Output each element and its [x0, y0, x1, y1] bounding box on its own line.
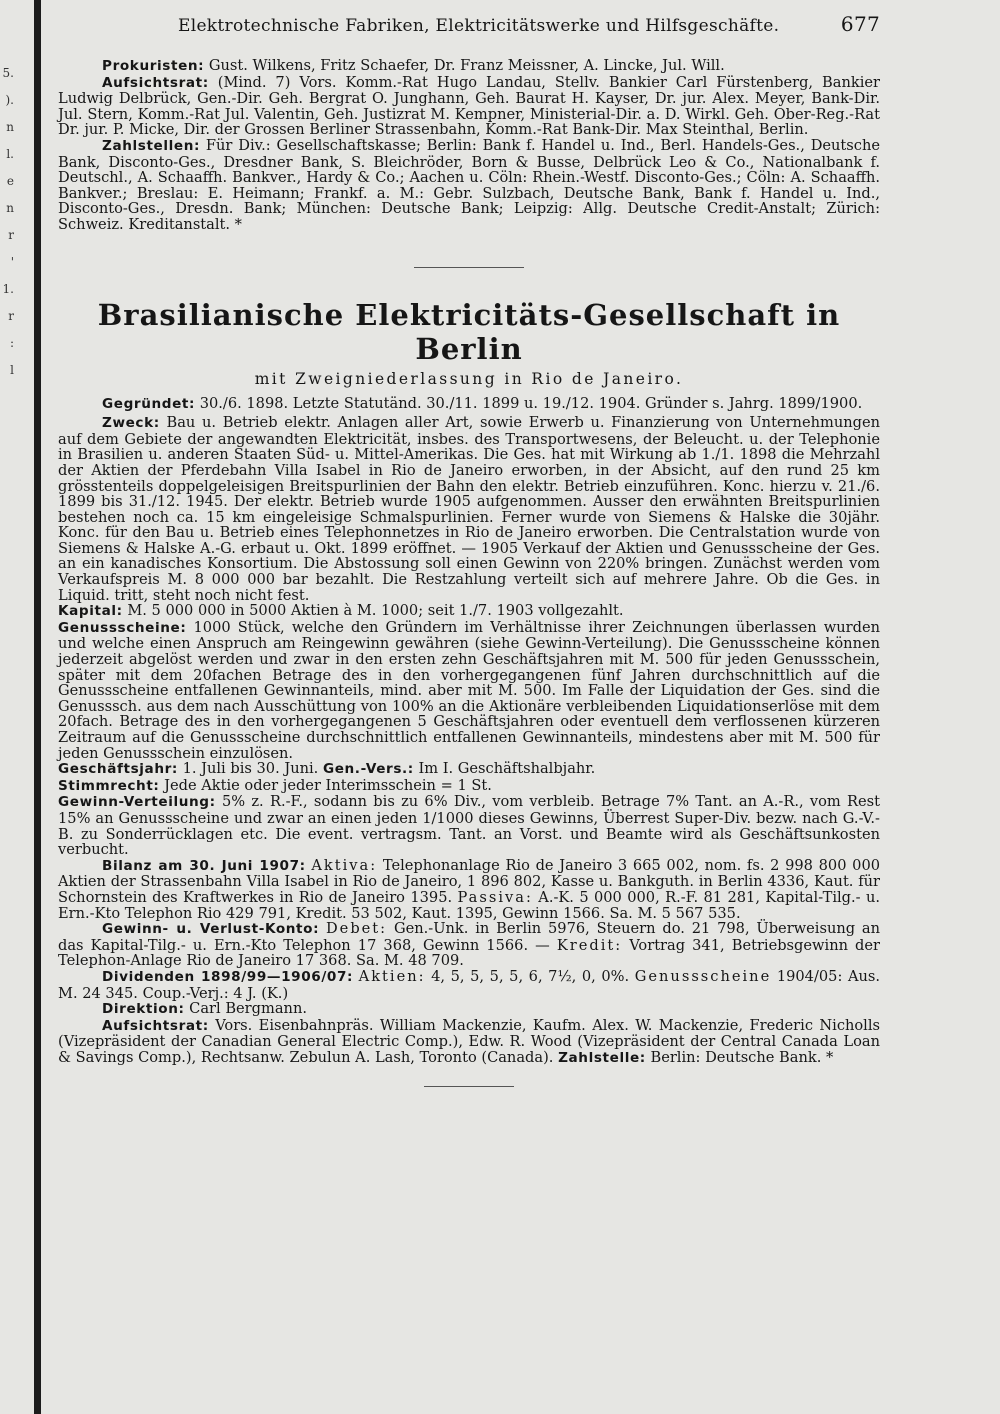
company-aufsichtsrat-paragraph: [58, 1018, 880, 1067]
gegruendet-paragraph: [58, 396, 880, 413]
gewinnverteilung-text: 5% z. R.-F., sodann bis zu 6% Div., vom verbleib. Betrage 7% Tant. an A.-R., vom Rest 15% an Genussscheine und zwar an einen jeden 1/1000 dieses Gewinns, Überrest Super-Div. bezw. nach G.-V.-B. zu Sonderrücklagen etc. Die event. vertragsm. Tant. an Vorst. und Beamte wird als Geschäftsunkosten verbucht.: [58, 793, 881, 859]
prokuristen-text: Gust. Wilkens, Fritz Schaefer, Dr. Franz Meissner, A. Lincke, Jul. Will.: [208, 57, 725, 74]
guv-kredit-text: Vortrag 341, Betriebsgewinn der Telephon-Anlage Rio de Janeiro 17 368. Sa. M. 48 709.: [58, 936, 881, 970]
bilanz-passiva-text: A.-K. 5 000 000, R.-F. 81 281, Kapital-Tilg.- u. Ern.-Kto Telephon Rio 429 791, Kredit. 53 502, Kaut. 1395, Gewinn 1566. Sa. M. 5 567 535.: [58, 888, 880, 922]
end-divider: [424, 1086, 514, 1087]
bilanz-aktiva-label: Aktiva:: [311, 856, 378, 874]
dividenden-paragraph: [58, 969, 880, 1001]
guv-kredit-label: Kredit:: [556, 936, 623, 954]
geschaeftsjahr-text: 1. Juli bis 30. Juni.: [182, 760, 319, 778]
direktion-text: Carl Bergmann.: [189, 1000, 307, 1018]
guv-debet-text: Gen.-Unk. in Berlin 5976, Steuern do. 21 798, Überweisung an das Kapital-Tilg.- u. Ern.-Kto Telephon 17 368, Gewinn 1566. —: [58, 920, 881, 954]
zahlstelle-label: Zahlstelle:: [558, 1049, 646, 1066]
margin-fragment: 1.: [2, 282, 14, 296]
bilanz-aktiva-text: Telephonanlage Rio de Janeiro 3 665 002, nom. fs. 2 998 800 000 Aktien der Strassenbahn Villa Isabel in Rio de Janeiro, 1 896 802, Kasse u. Bankguth. in Berlin 4336, Kaut. für Schornstein des Kraftwerkes in Rio de Janeiro 1395.: [58, 856, 881, 906]
dividenden-label: Dividenden 1898/99—1906/07:: [102, 968, 354, 985]
stimmrecht-text: Jede Aktie oder jeder Interimsschein = 1 St.: [164, 776, 492, 794]
genussscheine-text: 1000 Stück, welche den Gründern im Verhältnisse ihrer Zeichnungen überlassen wurden und welche einen Anspruch am Reingewinn gewähren (siehe Gewinn-Verteilung). Die Genussscheine können jederzeit abgelöst werden und zwar in den ersten zehn Geschäftsjahren mit M. 500 für jeden Genussschein, später mit dem 20fachen Betrage des in den vorhergegangenen fünf Jahren durchschnittlich auf die Genussscheine entfallenen Gewinnanteils, mind. aber mit M. 500. Im Falle der Liquidation der Ges. sind die Genusssch. aus dem nach Ausschüttung von 100% an die Aktionäre verbleibenden Liquidationserlöse mit dem 20fach. Betrage des in den vorhergegangenen 5 Geschäftsjahren oder eventuell dem verflossenen kürzeren Zeitraum auf die Genussscheine durchschnittlich entfallenen Gewinnanteils, mindestens aber mit M. 500 für jeden Genussschein einzulösen.: [58, 618, 880, 762]
aufsichtsrat-text: (Mind. 7) Vors. Komm.-Rat Hugo Landau, Stellv. Bankier Carl Fürstenberg, Bankier Ludwig Delbrück, Gen.-Dir. Geh. Bergrat O. Junghann, Geh. Baurat H. Kayser, Dr. jur. Alex. Meyer, Bank-Dir. Jul. Stern, Komm.-Rat Jul. Valentin, Geh. Justizrat M. Kempner, Ministerial-Dir. a. D. Wirkl. Geh. Ober-Reg.-Rat Dr. jur. P. Micke, Dir. der Grossen Berliner Strassenbahn, Komm.-Rat Bank-Dir. Max Steinthal, Berlin.: [58, 73, 880, 139]
document-page: [58, 12, 880, 1404]
margin-fragment: n: [6, 201, 14, 215]
dividenden-genuss-text: 1904/05: Aus. M. 24 345. Coup.-Verj.: 4 J. (K.): [58, 967, 881, 1002]
gewinnverteilung-label: Gewinn-Verteilung:: [58, 794, 216, 811]
running-head-title: Elektrotechnische Fabriken, Elektricitätswerke und Hilfsgeschäfte.: [178, 16, 780, 36]
genussscheine-label: Genussscheine:: [58, 619, 187, 636]
bilanz-passiva-label: Passiva:: [457, 888, 533, 906]
margin-fragment: n: [6, 120, 14, 134]
bilanz-label: Bilanz am 30. Juni 1907:: [102, 857, 306, 874]
previous-entry: [58, 58, 880, 233]
left-margin-fragments: [0, 60, 14, 384]
running-head: [178, 12, 880, 36]
guv-paragraph: [58, 921, 880, 969]
margin-fragment: :: [9, 336, 14, 350]
stimmrecht-paragraph: [58, 778, 880, 795]
direktion-paragraph: [58, 1001, 880, 1018]
bilanz-paragraph: [58, 858, 880, 921]
margin-fragment: r: [8, 309, 14, 323]
company-aufsichtsrat-text: Vors. Eisenbahnpräs. William Mackenzie, Kaufm. Alex. W. Mackenzie, Frederic Nicholls (Vizepräsident der Canadian General Electric Comp.), Edw. R. Wood (Vizepräsident der Central Canada Loan & Savings Comp.), Rechtsanw. Zebulun A. Lash, Toronto (Canada).: [58, 1016, 880, 1066]
zahlstellen-label: Zahlstellen:: [102, 137, 201, 154]
zweck-label: Zweck:: [102, 415, 160, 432]
aufsichtsrat-paragraph: [58, 75, 880, 138]
margin-fragment: 5.: [2, 66, 14, 80]
margin-fragment: r: [8, 228, 14, 242]
gegruendet-text: 30./6. 1898. Letzte Statutänd. 30./11. 1899 u. 19./12. 1904. Gründer s. Jahrg. 1899/1900.: [199, 394, 863, 412]
company-title: Brasilianische Elektricitäts-Gesellschaft in Berlin: [97, 297, 841, 366]
kapital-label: Kapital:: [58, 603, 123, 620]
stimmrecht-label: Stimmrecht:: [58, 777, 160, 794]
genvers-label: Gen.-Vers.:: [322, 761, 414, 778]
margin-fragment: ).: [5, 93, 14, 107]
geschaeftsjahr-label: Geschäftsjahr:: [58, 761, 178, 778]
margin-fragment: e: [6, 174, 14, 188]
dividenden-genuss-label: Genussscheine: [634, 967, 772, 985]
company-aufsichtsrat-label: Aufsichtsrat:: [102, 1017, 209, 1034]
aufsichtsrat-label: Aufsichtsrat:: [102, 74, 209, 91]
zahlstellen-text: Für Div.: Gesellschaftskasse; Berlin: Bank f. Handel u. Ind., Berl. Handels-Ges., Deutsche Bank, Disconto-Ges., Dresdner Bank, S. Bleichröder, Born & Busse, Delbrück Leo & Co., Nationalbank f. Deutschl., A. Schaaffh. Bankver., Hardy & Co.; Aachen u. Cöln: Rhein.-Westf. Disconto-Ges.; Cöln: A. Schaaffh. Bankver.; Breslau: E. Heimann; Frankf. a. M.: Gebr. Sulzbach, Deutsche Bank, Bank f. Handel u. Ind., Disconto-Ges., Dresdn. Bank; München: Deutsche Bank; Leipzig: Allg. Deutsche Credit-Anstalt; Zürich: Schweiz. Kreditanstalt. *: [58, 136, 880, 233]
page-number: 677: [840, 12, 880, 36]
kapital-text: M. 5 000 000 in 5000 Aktien à M. 1000; seit 1./7. 1903 vollgezahlt.: [127, 602, 624, 620]
guv-label: Gewinn- u. Verlust-Konto:: [102, 921, 320, 938]
kapital-paragraph: [58, 603, 880, 620]
zweck-paragraph: [58, 415, 880, 603]
prokuristen-label: Prokuristen:: [102, 58, 205, 74]
guv-debet-label: Debet:: [325, 920, 388, 938]
zweck-text: Bau u. Betrieb elektr. Anlagen aller Art, sowie Erwerb u. Finanzierung von Unternehmungen auf dem Gebiete der angewandten Elektricität, insbes. des Transportwesens, der Beleucht. u. der Telephonie in Brasilien u. anderen Staaten Süd- u. Mittel-Amerikas. Die Ges. hat mit Wirkung ab 1./1. 1898 die Mehrzahl der Aktien der Pferdebahn Villa Isabel in Rio de Janeiro erworben, in der Absicht, auf den rund 25 km grösstenteils doppelgeleisigen Breitspurlinien der Bahn den elektr. Betrieb einzuführen. Konc. hierzu v. 21./6. 1899 bis 31./12. 1945. Der elektr. Betrieb wurde 1905 aufgenommen. Ausser den erwähnten Breitspurlinien bestehen noch ca. 15 km eingeleisige Schmalspurlinien. Ferner wurde von Siemens & Halske die 30jähr. Konc. für den Bau u. Betrieb eines Telephonnetzes in Rio de Janeiro erworben. Die Centralstation wurde von Siemens & Halske A.-G. erbaut u. Okt. 1899 eröffnet. — 1905 Verkauf der Aktien und Genussscheine der Ges. an ein kanadisches Konsortium. Die Abstossung soll einen Gewinn von 220% bringen. Zunächst werden vom Verkaufspreis M. 8 000 000 bar bezahlt. Die Restzahlung verteilt sich auf mehrere Jahre. Ob die Ges. in Liquid. tritt, steht noch nicht fest.: [58, 414, 881, 604]
prokuristen-paragraph: [58, 58, 880, 75]
zahlstellen-paragraph: [58, 138, 880, 233]
gewinnverteilung-paragraph: [58, 794, 880, 857]
margin-fragment: l.: [6, 147, 14, 161]
dividenden-aktien-text: 4, 5, 5, 5, 5, 6, 7½, 0, 0%.: [431, 967, 630, 985]
gegruendet-label: Gegründet:: [102, 395, 196, 412]
binding-edge-line: [34, 0, 41, 1414]
company-subtitle: mit Zweigniederlassung in Rio de Janeiro.: [254, 369, 684, 388]
direktion-label: Direktion:: [102, 1001, 185, 1018]
geschaeftsjahr-paragraph: [58, 761, 880, 778]
margin-fragment: ': [10, 255, 14, 269]
company-entry: [58, 396, 880, 1067]
genussscheine-paragraph: [58, 620, 880, 761]
margin-fragment: l: [10, 363, 14, 377]
zahlstelle-text: Berlin: Deutsche Bank. *: [650, 1048, 834, 1066]
genvers-text: Im I. Geschäftshalbjahr.: [418, 760, 596, 778]
section-divider: [414, 267, 524, 268]
dividenden-aktien-label: Aktien:: [358, 967, 426, 985]
